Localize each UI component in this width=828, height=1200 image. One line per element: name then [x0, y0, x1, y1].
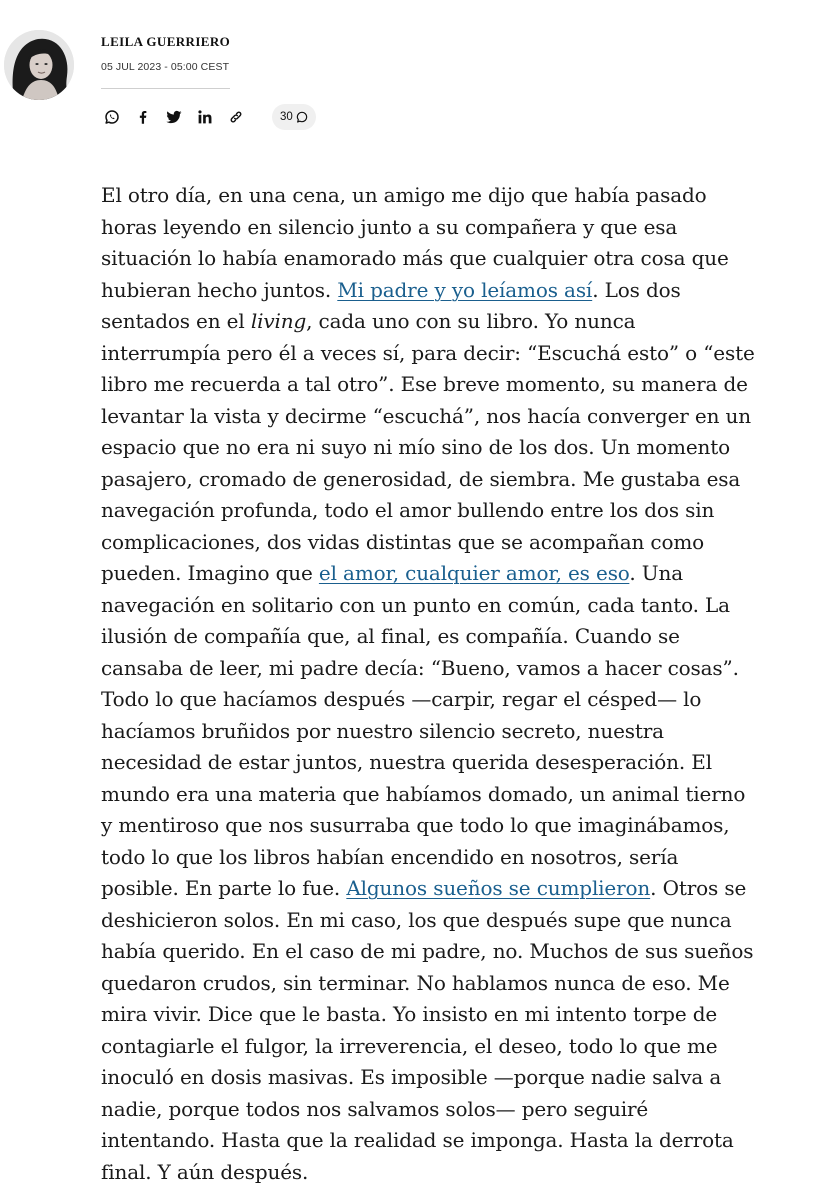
comment-bubble-icon [294, 109, 310, 125]
share-twitter-button[interactable] [163, 106, 185, 128]
link-icon [227, 108, 245, 126]
share-facebook-button[interactable] [132, 106, 154, 128]
inline-link-el-amor[interactable]: el amor, cualquier amor, es eso [318, 561, 630, 585]
article-text: . Una navegación en solitario con un punto en común, cada tanto. La ilusión de compañía que, al final, es compañía. Cuando se cansaba de leer, mi padre decía: “Bueno, vamos a hacer cosas”. Todo lo que hacíamos después —carpir, regar el césped— lo hacíamos bruñidos por nuestro silencio secreto, nuestra necesidad de estar juntos, nuestra querida desesperación. El mundo era una materia que habíamos domado, un animal tierno y mentiroso que nos susurraba que todo lo que imaginábamos, todo lo que los libros habían encendido en nosotros, sería posible. En parte lo fue. [101, 561, 746, 900]
author-name-link[interactable]: LEILA GUERRIERO [101, 34, 231, 49]
linkedin-icon [196, 108, 214, 126]
author-avatar[interactable] [4, 30, 74, 100]
copy-link-button[interactable] [225, 106, 247, 128]
header-divider [101, 88, 230, 89]
comments-button[interactable] [272, 104, 316, 130]
inline-link-algunos-suenos[interactable]: Algunos sueños se cumplieron [346, 876, 651, 900]
article-body [101, 180, 761, 1188]
article-text: , cada uno con su libro. Yo nunca interrumpía pero él a veces sí, para decir: “Escuchá esto” o “este libro me recuerda a tal otro”. Ese breve momento, su manera de levantar la vista y decirme “escuchá”, nos hacía converger en un espacio que no era ni suyo ni mío sino de los dos. Un momento pasajero, cromado de generosidad, de siembra. Me gustaba esa navegación profunda, todo el amor bullendo entre los dos sin complicaciones, dos vidas distintas que se acompañan como pueden. Imagino que [101, 309, 755, 585]
share-linkedin-button[interactable] [194, 106, 216, 128]
article-text: El otro día, en una cena, un amigo me dijo que había pasado horas leyendo en silencio junto a su compañera y que esa situación lo había enamorado más que cualquier otra cosa que hubieran hecho juntos. [101, 183, 729, 302]
article-text: . Otros se deshicieron solos. En mi caso, los que después supe que nunca había querido. En el caso de mi padre, no. Muchos de sus sueños quedaron crudos, sin terminar. No hablamos nunca de eso. Me mira vivir. Dice que le basta. Yo insisto en mi intento torpe de contagiarle el fulgor, la irreverencia, el deseo, todo lo que me inoculó en dosis masivas. Es imposible —porque nadie salva a nadie, porque todos nos salvamos solos— pero seguiré intentando. Hasta que la realidad se imponga. Hasta la derrota final. Y aún después. [101, 876, 754, 1184]
share-bar [101, 104, 316, 130]
inline-link-mi-padre[interactable]: Mi padre y yo leíamos así [337, 277, 593, 302]
article-text: . Los dos sentados en el [101, 277, 681, 333]
facebook-icon [134, 108, 152, 126]
share-whatsapp-button[interactable] [101, 106, 123, 128]
article-emphasis: living [250, 309, 307, 333]
twitter-icon [165, 108, 183, 126]
comments-count: 30 [280, 111, 293, 123]
whatsapp-icon [103, 108, 121, 126]
publish-date: 05 JUL 2023 - 05:00 CEST [101, 61, 230, 73]
